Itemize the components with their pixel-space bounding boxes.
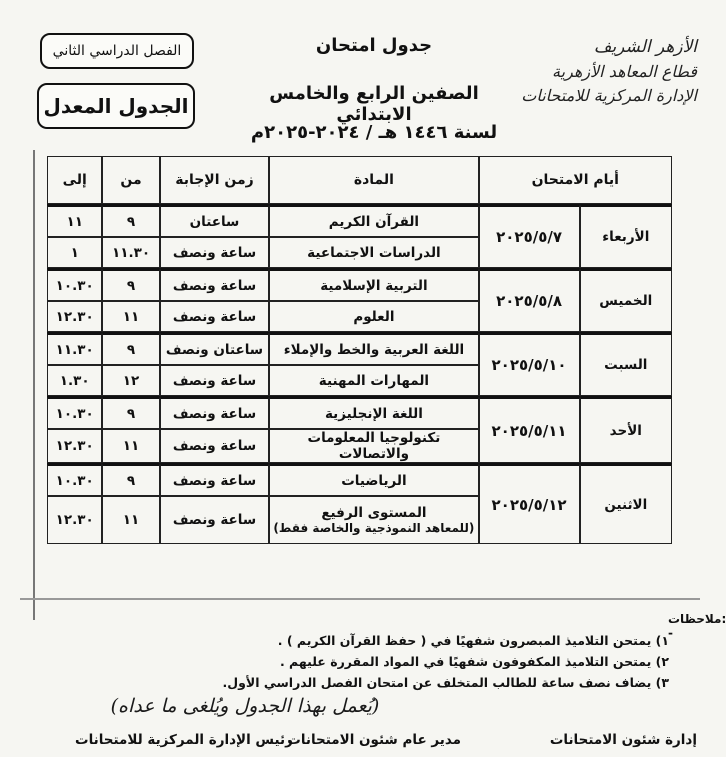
academic-year: لسنة ١٤٤٦ هـ / ٢٠٢٤-٢٠٢٥م (250, 122, 498, 143)
note-item: ٢) يمتحن التلاميذ المكفوفون شفهيًا في المواد المقررة عليهم . (279, 654, 669, 669)
table-row (47, 463, 672, 496)
from-cell: ٩ (102, 396, 159, 429)
from-cell: ٩ (102, 204, 159, 237)
table-row (47, 204, 672, 237)
subject-cell (269, 496, 478, 544)
col-header-duration: زمن الإجابة (160, 156, 270, 204)
to-cell: ١٠.٣٠ (47, 463, 102, 496)
footer-exams-admin: إدارة شئون الامتحانات (549, 732, 697, 748)
to-cell: ١٢.٣٠ (47, 496, 102, 544)
exam-day: السبت (580, 332, 672, 396)
duration-cell: ساعة ونصف (160, 237, 270, 268)
duration-cell: ساعة ونصف (160, 268, 270, 301)
to-cell: ١ (47, 237, 102, 268)
subject-cell: العلوم (269, 301, 478, 332)
subject-cell: التربية الإسلامية (269, 268, 478, 301)
exam-day: الأحد (580, 396, 672, 463)
subject-note: (للمعاهد النموذجية والخاصة فقط) (273, 521, 475, 535)
table-row (47, 332, 672, 365)
notes-list (29, 630, 669, 693)
duration-cell: ساعة ونصف (160, 365, 270, 396)
from-cell: ٩ (102, 463, 159, 496)
footer-central-head: رئيس الإدارة المركزية للامتحانات (75, 732, 293, 748)
notes-title: ملاحظات: - (668, 612, 726, 640)
exam-day: الأربعاء (580, 204, 672, 268)
duration-cell: ساعة ونصف (160, 429, 270, 463)
page-subtitle: الصفين الرابع والخامس الابتدائي (269, 83, 479, 125)
to-cell: ١١.٣٠ (47, 332, 102, 365)
page-title: جدول امتحان (315, 35, 433, 56)
semester-label: الفصل الدراسي الثاني (40, 33, 194, 69)
note-item: ٣) يضاف نصف ساعة للطالب المتخلف عن امتحان الفصل الدراسي الأول. (222, 675, 669, 690)
divider (20, 598, 700, 600)
subject-cell: اللغة العربية والخط والإملاء (269, 332, 478, 365)
from-cell: ٩ (102, 268, 159, 301)
col-header-subject: المادة (269, 156, 478, 204)
duration-cell: ساعة ونصف (160, 301, 270, 332)
from-cell: ١٢ (102, 365, 159, 396)
logo-line-1: الأزهر الشريف (593, 37, 697, 57)
subject-cell: الرياضيات (269, 463, 478, 496)
duration-cell: ساعتان (160, 204, 270, 237)
page-edge-line (33, 150, 35, 620)
from-cell: ١١ (102, 301, 159, 332)
logo-line-3: الإدارة المركزية للامتحانات (521, 86, 697, 105)
duration-cell: ساعة ونصف (160, 396, 270, 429)
subject-cell: المهارات المهنية (269, 365, 478, 396)
table-row (47, 268, 672, 301)
exam-date: ٢٠٢٥/٥/٨ (479, 268, 580, 332)
from-cell: ٩ (102, 332, 159, 365)
duration-cell: ساعة ونصف (160, 463, 270, 496)
table-header-row (47, 156, 672, 204)
modified-schedule-label: الجدول المعدل (37, 83, 195, 129)
to-cell: ١٠.٣٠ (47, 268, 102, 301)
subject-cell: القرآن الكريم (269, 204, 478, 237)
from-cell: ١١.٣٠ (102, 237, 159, 268)
to-cell: ١٢.٣٠ (47, 301, 102, 332)
exam-day: الاثنين (580, 463, 672, 544)
to-cell: ١١ (47, 204, 102, 237)
note-item: ١) يمتحن التلاميذ المبصرون شفهيًا في ( حفظ القرآن الكريم ) . (277, 633, 669, 648)
exam-day: الخميس (580, 268, 672, 332)
exam-schedule-table (47, 156, 672, 544)
from-cell: ١١ (102, 429, 159, 463)
exam-date: ٢٠٢٥/٥/١٢ (479, 463, 580, 544)
subject-name: المستوى الرفيع (321, 505, 427, 521)
subject-cell: اللغة الإنجليزية (269, 396, 478, 429)
logo-line-2: قطاع المعاهد الأزهرية (552, 62, 697, 81)
duration-cell: ساعتان ونصف (160, 332, 270, 365)
to-cell: ١٠.٣٠ (47, 396, 102, 429)
subject-cell: تكنولوجيا المعلومات والاتصالات (269, 429, 478, 463)
exam-date: ٢٠٢٥/٥/١٠ (479, 332, 580, 396)
col-header-from: من (102, 156, 159, 204)
col-header-to: إلى (47, 156, 102, 204)
to-cell: ١٢.٣٠ (47, 429, 102, 463)
exam-date: ٢٠٢٥/٥/١١ (479, 396, 580, 463)
subject-cell: الدراسات الاجتماعية (269, 237, 478, 268)
duration-cell: ساعة ونصف (160, 496, 270, 544)
handwritten-note: (يُعمل بهذا الجدول ويُلغى ما عداه) (110, 695, 380, 717)
col-header-day: أيام الامتحان (479, 156, 672, 204)
to-cell: ١.٣٠ (47, 365, 102, 396)
table-row (47, 396, 672, 429)
from-cell: ١١ (102, 496, 159, 544)
exam-date: ٢٠٢٥/٥/٧ (479, 204, 580, 268)
footer-general-manager: مدير عام شئون الامتحانات (287, 732, 461, 748)
